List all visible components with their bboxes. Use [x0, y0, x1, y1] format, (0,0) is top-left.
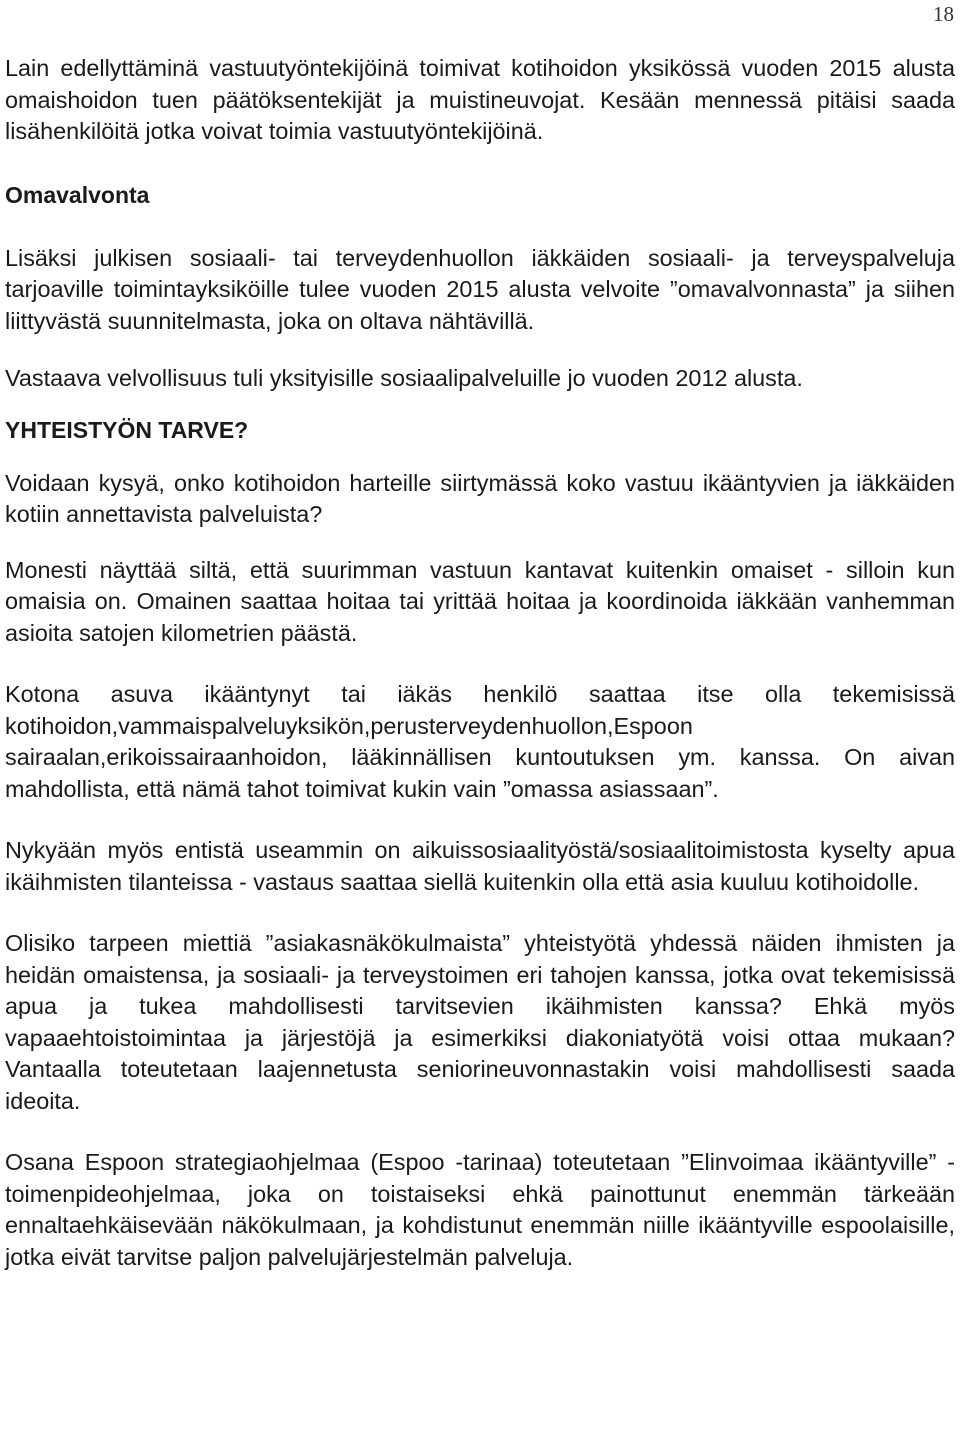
paragraph-private-services: Vastaava velvollisuus tuli yksityisille sosiaalipalveluille jo vuoden 2012 alusta. [5, 365, 803, 391]
heading-omavalvonta: Omavalvonta [5, 181, 150, 208]
paragraph-social-work: Nykyään myös entistä useammin on aikuissosiaalityöstä/sosiaalitoimistosta kyselty apua ikäihmisten tilanteissa - vastaus saattaa siellä kuitenkin olla että asia kuuluu kotihoidolle. [5, 837, 955, 895]
paragraph-relatives-responsibility: Monesti näyttää siltä, että suurimman vastuun kantavat kuitenkin omaiset - silloin kun omaisia on. Omainen saattaa hoitaa tai yrittää hoitaa ja koordinoida iäkkään vanhemman asioita satojen kilometrien päästä. [5, 556, 955, 646]
paragraph-espoo-strategy: Osana Espoon strategiaohjelmaa (Espoo -tarinaa) toteutetaan ”Elinvoimaa ikääntyville” -toimenpideohjelmaa, joka on toistaiseksi ehkä painottunut enemmän tärkeään ennaltaehkäisevään näkökulmaan, ja kohdistunut enemmän niille ikääntyville espoolaisille, jotka eivät tarvitse paljon palvelujärjestelmän palveluja. [5, 1149, 955, 1270]
paragraph-home-care-question: Voidaan kysyä, onko kotihoidon harteille siirtymässä koko vastuu ikääntyvien ja iäkkäiden kotiin annettavista palveluista? [5, 469, 955, 527]
paragraph-self-monitoring: Lisäksi julkisen sosiaali- tai terveydenhuollon iäkkäiden sosiaali- ja terveyspalveluja tarjoaville toimintayksiköille tulee vuoden 2015 alusta velvoite ”omavalvonnasta” ja siihen liittyvästä suunnitelmasta, joka on oltava nähtävillä. [5, 244, 955, 334]
paragraph-multiple-services: Kotona asuva ikääntynyt tai iäkäs henkilö saattaa itse olla tekemisissä kotihoidon,vammaispalveluyksikön,perusterveydenhuollon,Espoon sairaalan,erikoissairaanhoidon, lääkinnällisen kuntoutuksen ym. kanssa. On aivan mahdollista, että nämä tahot toimivat kukin vain ”omassa asiassaan”. [5, 681, 955, 802]
heading-cooperation-need: YHTEISTYÖN TARVE? [5, 416, 249, 443]
paragraph-customer-perspective: Olisiko tarpeen miettiä ”asiakasnäkökulmaista” yhteistyötä yhdessä näiden ihmisten ja heidän omaistensa, ja sosiaali- ja terveystoimen eri tahojen kanssa, jotka ovat tekemisissä apua ja tukea mahdollisesti tarvitsevien ikäihmisten kanssa? Ehkä myös vapaaehtoistoimintaa ja järjestöjä ja esimerkiksi diakoniatyötä voisi ottaa mukaan? Vantaalla toteutetaan laajennetusta seniorineuvonnastakin voisi mahdollisesti saada ideoita. [5, 930, 955, 1114]
page-number: 18 [933, 2, 954, 26]
paragraph-responsible-workers: Lain edellyttäminä vastuutyöntekijöinä toimivat kotihoidon yksikössä vuoden 2015 alusta omaishoidon tuen päätöksentekijät ja muistineuvojat. Kesään mennessä pitäisi saada lisähenkilöitä jotka voivat toimia vastuutyöntekijöinä. [5, 55, 955, 144]
document-body [5, 53, 955, 1273]
